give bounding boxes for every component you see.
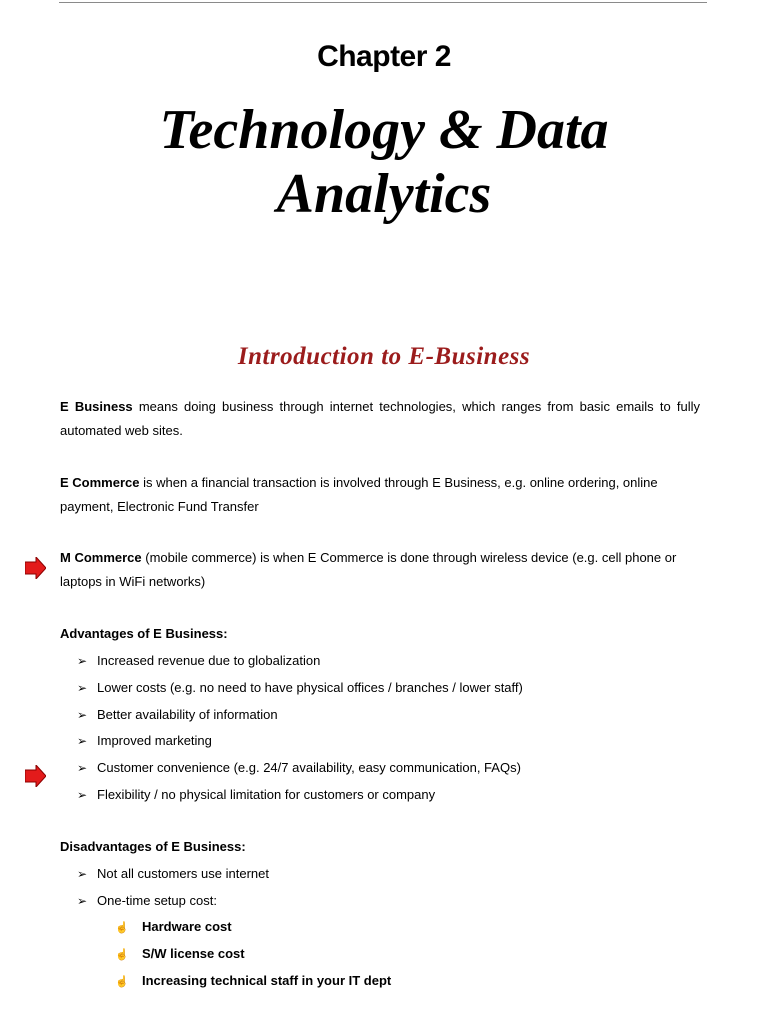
list-item: ➢ Flexibility / no physical limitation for customers or company bbox=[77, 785, 435, 805]
bullet-arrow-icon: ➢ bbox=[77, 894, 88, 908]
bullet-hand-icon: ☝ bbox=[115, 922, 129, 934]
sub-list-item: ☝ S/W license cost bbox=[115, 944, 245, 964]
bullet-arrow-icon: ➢ bbox=[77, 761, 88, 775]
term-mcommerce: M Commerce bbox=[60, 550, 142, 565]
red-arrow-icon bbox=[25, 557, 46, 579]
bullet-arrow-icon: ➢ bbox=[77, 708, 88, 722]
bullet-arrow-icon: ➢ bbox=[77, 867, 88, 881]
red-arrow-icon bbox=[25, 765, 46, 787]
main-title-line-2: Analytics bbox=[276, 163, 492, 225]
text-mcommerce: (mobile commerce) is when E Commerce is done through wireless device (e.g. cell phone or laptops in WiFi networks) bbox=[60, 550, 677, 589]
list-item: ➢ Customer convenience (e.g. 24/7 availability, easy communication, FAQs) bbox=[77, 758, 521, 778]
main-title bbox=[0, 98, 768, 226]
section-title: Introduction to E-Business bbox=[237, 343, 531, 370]
list-item: ➢ One-time setup cost: bbox=[77, 891, 217, 911]
list-item: ➢ Increased revenue due to globalization bbox=[77, 651, 320, 671]
top-rule bbox=[59, 2, 707, 3]
disadvantages-heading: Disadvantages of E Business: bbox=[60, 839, 246, 854]
paragraph-ecommerce bbox=[60, 471, 700, 519]
paragraph-ebusiness bbox=[60, 395, 700, 443]
list-item: ➢ Better availability of information bbox=[77, 705, 278, 725]
bullet-hand-icon: ☝ bbox=[115, 949, 129, 961]
chapter-label: Chapter 2 bbox=[317, 40, 451, 73]
bullet-arrow-icon: ➢ bbox=[77, 734, 88, 748]
main-title-line-1: Technology & Data bbox=[159, 99, 609, 161]
bullet-arrow-icon: ➢ bbox=[77, 654, 88, 668]
bullet-hand-icon: ☝ bbox=[115, 976, 129, 988]
sub-list-item: ☝ Increasing technical staff in your IT dept bbox=[115, 971, 391, 991]
term-ebusiness: E Business bbox=[60, 399, 133, 414]
text-ebusiness: means doing business through internet technologies, which ranges from basic emails to fully automated web sites. bbox=[60, 399, 700, 438]
text-ecommerce: is when a financial transaction is involved through E Business, e.g. online ordering, online payment, Electronic Fund Transfer bbox=[60, 475, 658, 514]
sub-list-item: ☝ Hardware cost bbox=[115, 917, 232, 937]
bullet-arrow-icon: ➢ bbox=[77, 681, 88, 695]
list-item: ➢ Not all customers use internet bbox=[77, 864, 269, 884]
paragraph-mcommerce bbox=[60, 546, 700, 594]
list-item: ➢ Improved marketing bbox=[77, 731, 212, 751]
list-item: ➢ Lower costs (e.g. no need to have physical offices / branches / lower staff) bbox=[77, 678, 523, 698]
advantages-heading: Advantages of E Business: bbox=[60, 626, 228, 641]
term-ecommerce: E Commerce bbox=[60, 475, 140, 490]
bullet-arrow-icon: ➢ bbox=[77, 788, 88, 802]
